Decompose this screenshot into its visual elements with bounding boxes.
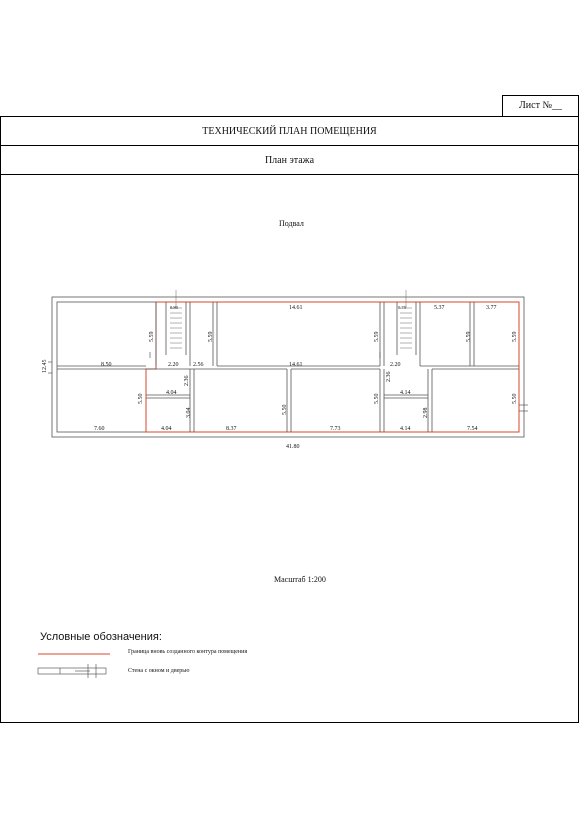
dim-stair-right: 0.75 bbox=[398, 305, 406, 310]
dim-small-room-right: 4.14 bbox=[400, 390, 411, 396]
dim-bottom-left: 7.60 bbox=[94, 426, 105, 432]
dim-corridor-right: 2.20 bbox=[390, 362, 401, 368]
document-title: ТЕХНИЧЕСКИЙ ПЛАН ПОМЕЩЕНИЯ bbox=[1, 117, 578, 146]
dim-small-room-left: 4.04 bbox=[166, 390, 177, 396]
sheet-number: Лист №__ bbox=[502, 95, 579, 116]
dim-top-height-c: 5.59 bbox=[374, 331, 380, 342]
dim-bottom-e: 4.14 bbox=[400, 426, 411, 432]
legend-item-contour: Граница вновь созданного контура помещения bbox=[128, 649, 248, 655]
dim-bottom-height-c: 5.50 bbox=[374, 393, 380, 404]
dim-top-left-width: 8.50 bbox=[101, 362, 112, 368]
dim-corridor-h-right: 2.36 bbox=[386, 371, 392, 382]
dim-bottom-height-a: 5.50 bbox=[138, 393, 144, 404]
dim-total-width: 41.80 bbox=[286, 444, 300, 450]
dim-top-height-a: 5.59 bbox=[149, 331, 155, 342]
dim-small-h-right: 2.98 bbox=[423, 407, 429, 418]
dim-corridor-h-left: 2.36 bbox=[184, 375, 190, 386]
dim-total-height: 12.45 bbox=[42, 359, 48, 373]
document-subtitle: План этажа bbox=[1, 146, 578, 175]
dim-top-mid-lower: 14.61 bbox=[289, 362, 303, 368]
floor-name: Подвал bbox=[279, 219, 304, 228]
dim-top-height-e: 5.59 bbox=[512, 331, 518, 342]
dim-bottom-c: 8.37 bbox=[226, 426, 237, 432]
dim-top-right-a: 5.37 bbox=[434, 305, 445, 311]
dim-top-right-b: 3.77 bbox=[486, 305, 497, 311]
scale-label: Масштаб 1:200 bbox=[274, 575, 326, 584]
dim-top-mid: 14.61 bbox=[289, 305, 303, 311]
outer-wall bbox=[52, 297, 524, 437]
dim-top-height-b: 5.59 bbox=[208, 331, 214, 342]
legend-item-wall: Стена с окном и дверью bbox=[128, 668, 190, 674]
dim-corridor-left: 2.20 bbox=[168, 362, 179, 368]
legend-title: Условные обозначения: bbox=[40, 631, 162, 643]
dim-small-h-left: 3.04 bbox=[186, 407, 192, 418]
dim-top-height-d: 5.59 bbox=[466, 331, 472, 342]
legend-wall-symbol bbox=[38, 664, 106, 678]
dim-corridor-left-b: 2.56 bbox=[193, 362, 204, 368]
stair-left bbox=[170, 290, 182, 348]
stair-right bbox=[400, 290, 412, 348]
dim-bottom-f: 7.54 bbox=[467, 426, 478, 432]
dim-bottom-d: 7.73 bbox=[330, 426, 341, 432]
dim-bottom-height-d: 5.50 bbox=[512, 393, 518, 404]
dim-bottom-b: 4.04 bbox=[161, 426, 172, 432]
dim-stair-left: 0.80 bbox=[170, 305, 178, 310]
inner-wall bbox=[57, 302, 519, 432]
dim-bottom-height-b: 5.50 bbox=[282, 404, 288, 415]
